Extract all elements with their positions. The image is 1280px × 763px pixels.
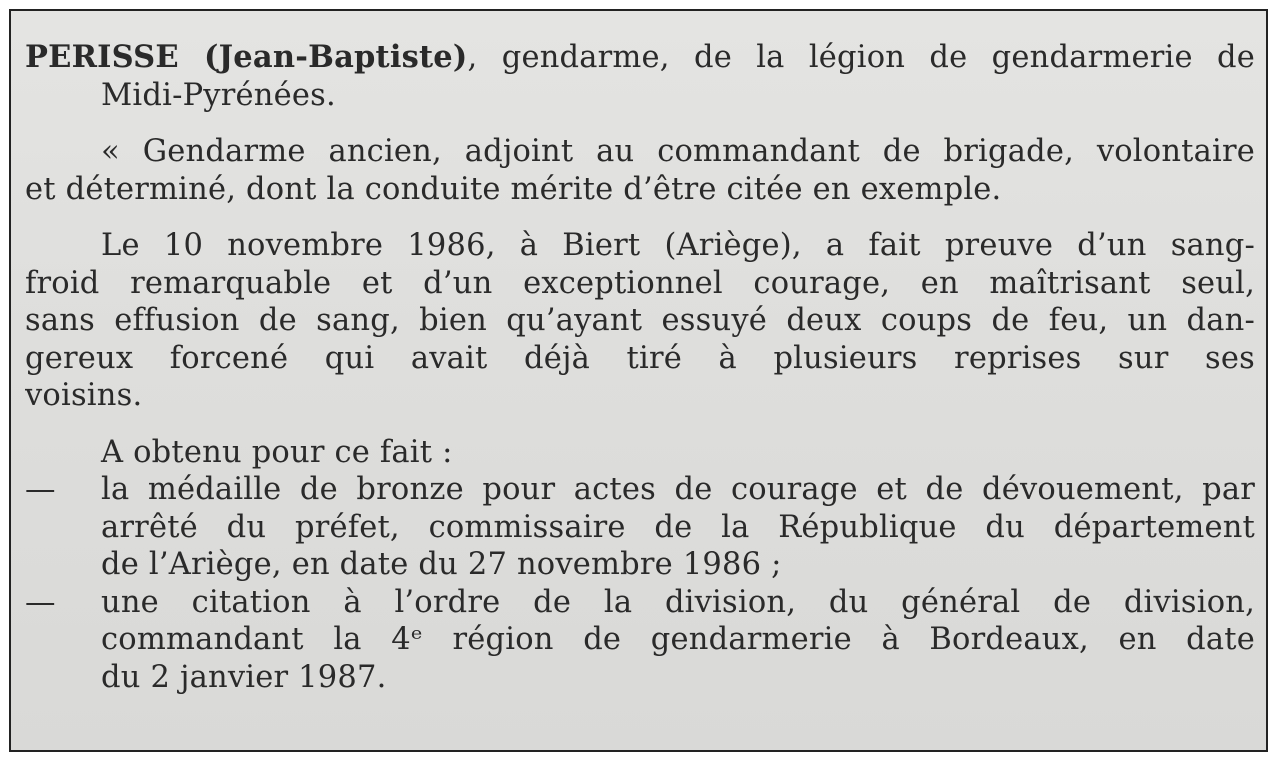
- list-item-1-text: la médaille de bronze pour actes de courage et de dévouement, par: [101, 472, 1255, 507]
- paragraph-gap: [25, 114, 1255, 133]
- list-item-2-line-1: [25, 584, 1255, 622]
- list-item-2-line-2: commandant la 4ᵉ région de gendarmerie à Bordeaux, en date: [101, 622, 1255, 657]
- list-item-2-line-3: du 2 janvier 1987.: [101, 659, 387, 695]
- paragraph-1-line-1: « Gendarme ancien, adjoint au commandant de brigade, volontaire: [101, 134, 1255, 169]
- list-item-2-text: une citation à l’ordre de la division, du général de division,: [101, 584, 1255, 620]
- paragraph-3: A obtenu pour ce fait :: [101, 434, 453, 470]
- paragraph-gap: [25, 415, 1255, 434]
- heading-line-1: [25, 39, 1255, 77]
- list-dash: —: [25, 472, 56, 507]
- paragraph-1-line-2: et déterminé, dont la conduite mérite d’être citée en exemple.: [25, 171, 1002, 207]
- paragraph-2-line-4: gereux forcené qui avait déjà tiré à plusieurs reprises sur ses: [25, 340, 1255, 376]
- paragraph-2-line-3: sans effusion de sang, bien qu’ayant essuyé deux coups de feu, un dan-: [25, 303, 1255, 338]
- person-name: PERISSE (Jean-Baptiste): [25, 39, 468, 75]
- list-item-1-line-3: de l’Ariège, en date du 27 novembre 1986 ;: [101, 547, 782, 582]
- citation-text: [25, 39, 1255, 696]
- paragraph-2-line-2: froid remarquable et d’un exceptionnel courage, en maîtrisant seul,: [25, 265, 1255, 301]
- rank-text: , gendarme, de la légion de gendarmerie de: [467, 40, 1255, 75]
- heading-line-2: Midi-Pyrénées.: [101, 77, 336, 113]
- document-photo: [9, 9, 1268, 752]
- paragraph-2-line-1: Le 10 novembre 1986, à Biert (Ariège), a fait preuve d’un sang-: [101, 228, 1255, 263]
- list-dash: —: [25, 584, 56, 620]
- list-item-1-line-1: [25, 471, 1255, 509]
- paragraph-gap: [25, 208, 1255, 227]
- list-item-1-line-2: arrêté du préfet, commissaire de la République du département: [101, 509, 1255, 545]
- paragraph-2-line-5: voisins.: [25, 378, 143, 413]
